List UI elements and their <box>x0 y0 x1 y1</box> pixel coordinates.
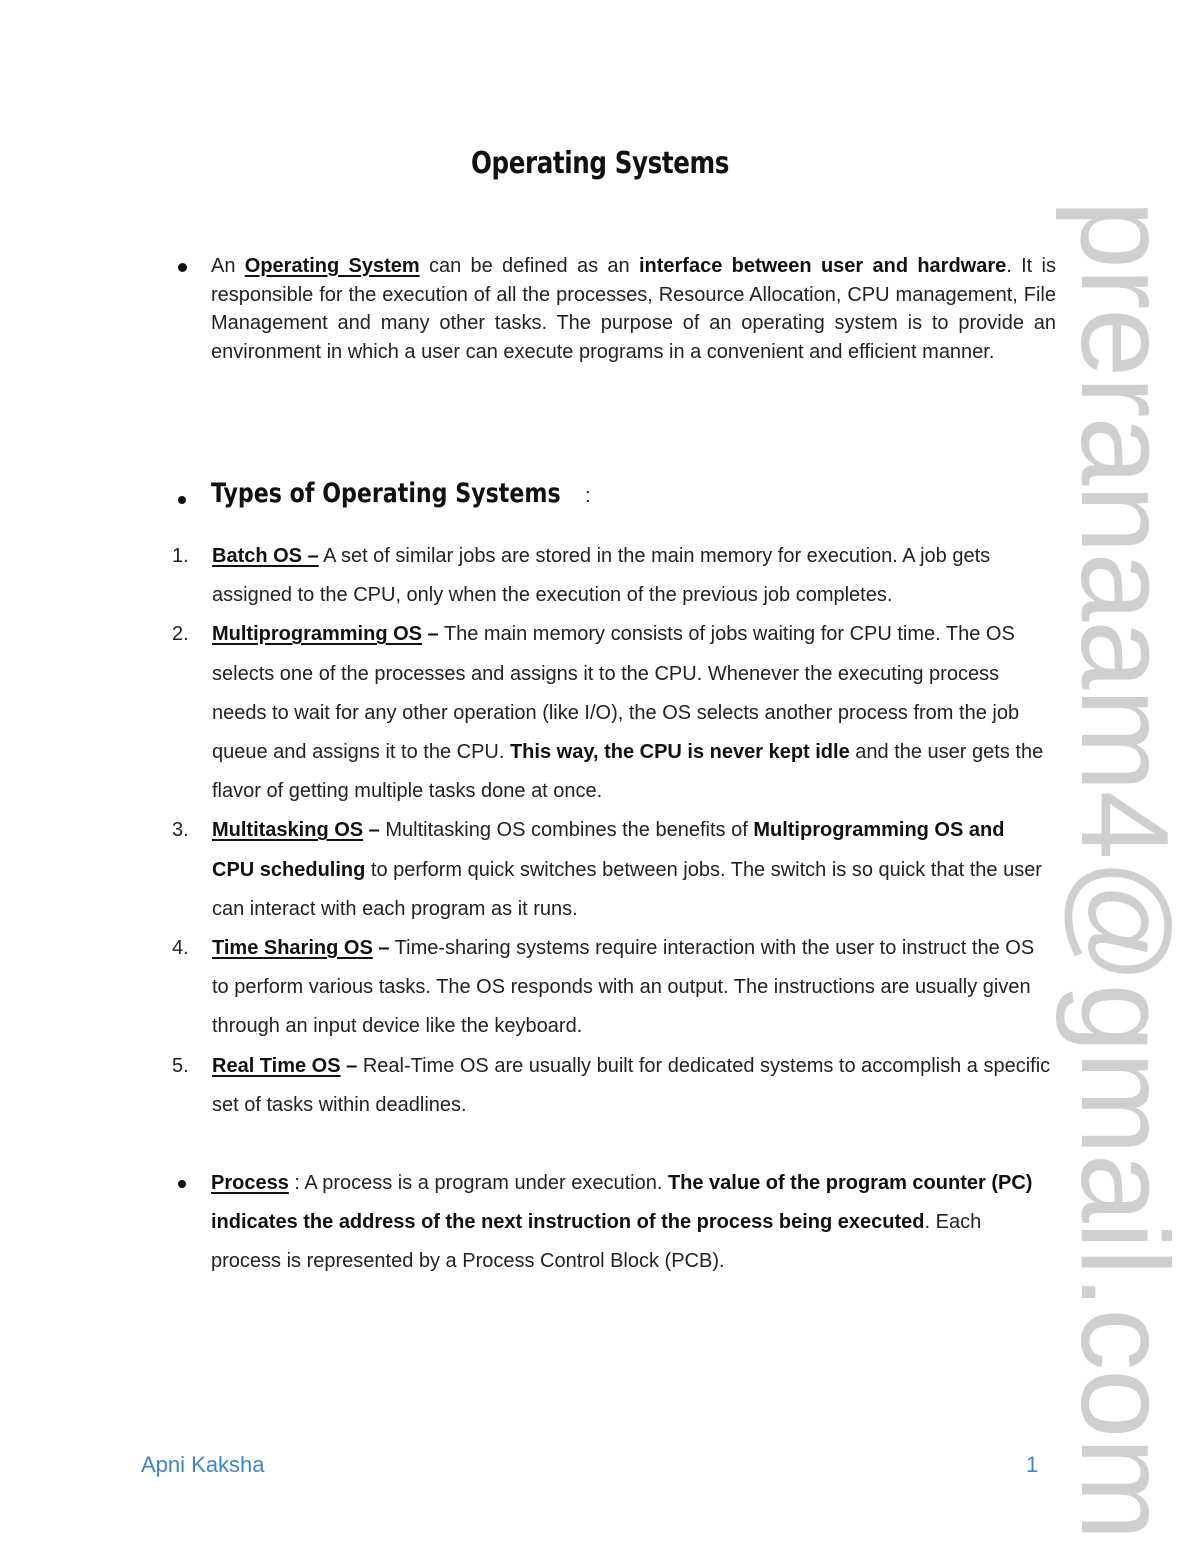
intro-paragraph: An Operating System can be defined as an interface between user and hardware. It is responsible for the execution of all the processes, Resource Allocation, CPU management, File Management and many other tasks. The purpose of an operating system is to provide an environment in which a user can execute programs in a convenient and efficient manner. <box>211 255 1056 363</box>
process-bold: The value of the program counter (PC) indicates the address of the next instruction of the process being executed <box>211 1172 1033 1234</box>
list-item: 4. Time Sharing OS – Time-sharing systems require interaction with the user to instruct the OS to perform various tasks. The OS responds with an output. The instructions are usually given through an input device like the keyboard. <box>172 929 1052 1047</box>
list-item-term: Batch OS <box>212 545 308 567</box>
intro-term: Operating System <box>244 255 420 277</box>
list-item: 2. Multiprogramming OS – The main memory consists of jobs waiting for CPU time. The OS selects one of the processes and assigns it to the CPU. Whenever the executing process needs to wait for any other operation (like I/O), the OS selects another process from the job queue and assigns it to the CPU. This way, the CPU is never kept idle and the user gets the flavor of getting multiple tasks done at once. <box>172 615 1052 811</box>
list-number: 5. <box>172 1054 189 1077</box>
list-item-term: Time Sharing OS <box>212 937 373 960</box>
list-item-term: Multitasking OS <box>212 819 364 842</box>
list-item: 5. Real Time OS – Real-Time OS are usually built for dedicated systems to accomplish a specific set of tasks within deadlines. <box>172 1047 1052 1125</box>
watermark-text: preranaam4@gmail.com <box>1055 200 1193 1540</box>
list-item-bold: Multiprogramming OS and CPU scheduling <box>212 819 1005 881</box>
bullet-icon <box>178 263 187 272</box>
list-item: 1. Batch OS – A set of similar jobs are stored in the main memory for execution. A job gets assigned to the CPU, only when the execution of the previous job completes. <box>172 537 1052 615</box>
list-number: 1. <box>172 545 189 567</box>
bullet-icon <box>178 496 186 504</box>
list-number: 3. <box>172 819 189 842</box>
page-title: Operating Systems <box>471 146 729 181</box>
page-number: 1 <box>1026 1452 1039 1477</box>
list-item-bold: This way, the CPU is never kept idle <box>509 741 850 764</box>
process-term: Process <box>211 1172 289 1194</box>
intro-bold: interface between user and hardware <box>638 255 1007 277</box>
bullet-icon <box>178 1180 186 1188</box>
list-number: 4. <box>172 937 189 960</box>
list-number: 2. <box>172 623 189 646</box>
list-item-term: Multiprogramming OS <box>212 623 422 646</box>
list-item: 3. Multitasking OS – Multitasking OS combines the benefits of Multiprogramming OS and CPU scheduling to perform quick switches between jobs. The switch is so quick that the user can interact with each program as it runs. <box>172 811 1052 929</box>
os-types-list <box>172 537 1052 1125</box>
types-heading-text: Types of Operating Systems <box>211 478 561 509</box>
process-paragraph: Process : A process is a program under execution. The value of the program counter (PC) indicates the address of the next instruction of the process being executed. Each process is represented by a Process Control Block (PCB). <box>211 1172 1033 1273</box>
types-heading: Types of Operating Systems : <box>211 478 591 509</box>
footer-brand: Apni Kaksha <box>141 1452 265 1477</box>
list-item-term: Real Time OS <box>212 1054 341 1077</box>
